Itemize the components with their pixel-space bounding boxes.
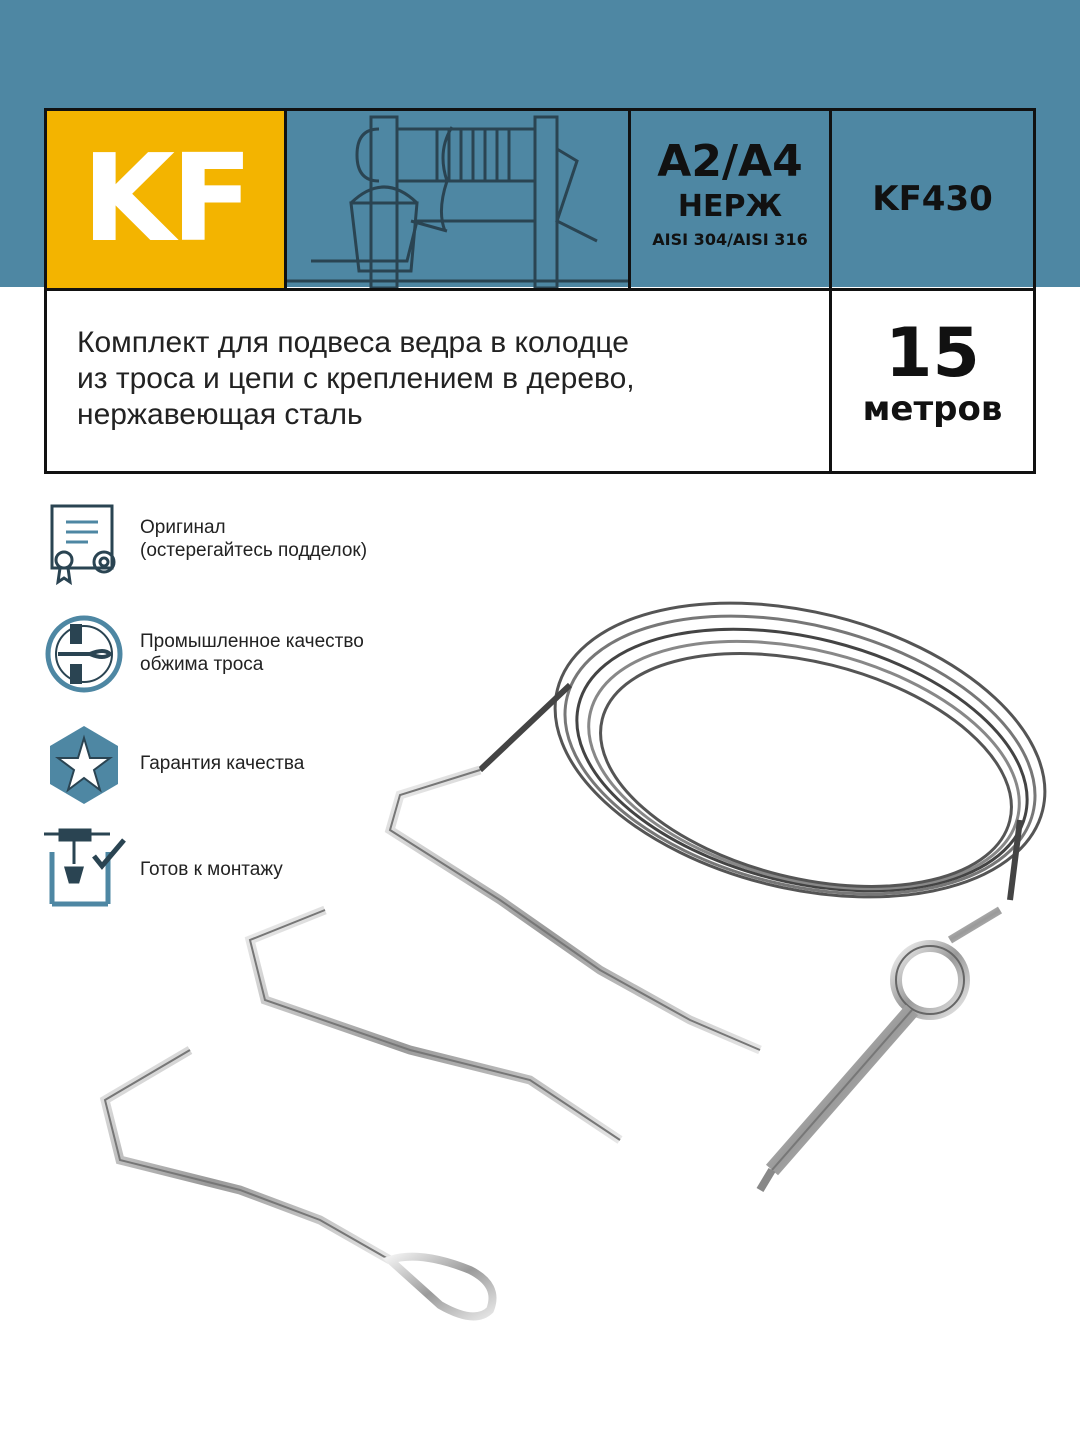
description-line-3: нержавеющая сталь bbox=[77, 398, 363, 431]
well-illustration bbox=[287, 111, 631, 288]
description-line-2: из троса и цепи с креплением в дерево, bbox=[77, 362, 635, 395]
steel-grade bbox=[631, 111, 832, 288]
cable-coil bbox=[524, 580, 1076, 944]
product-code bbox=[832, 111, 1033, 288]
grade-main: A2/A4 bbox=[657, 136, 803, 187]
product-image bbox=[80, 580, 1080, 1340]
feature-crimp-subtitle: обжима троса bbox=[140, 654, 264, 675]
well-bucket-icon bbox=[287, 111, 631, 288]
sku-text: KF430 bbox=[872, 179, 993, 219]
feature-mounting-title: Готов к монтажу bbox=[140, 859, 283, 880]
info-grid bbox=[44, 108, 1036, 474]
grade-material: НЕРЖ bbox=[677, 189, 783, 224]
feature-guarantee-title: Гарантия качества bbox=[140, 753, 305, 774]
chain-lower bbox=[105, 1050, 390, 1260]
description-line-1: Комплект для подвеса ведра в колодце bbox=[77, 326, 629, 359]
feature-crimp-title: Промышленное качество bbox=[140, 631, 364, 652]
certificate-icon bbox=[44, 504, 130, 590]
grade-aisi: AISI 304/AISI 316 bbox=[652, 230, 808, 249]
eye-screw bbox=[760, 910, 1000, 1190]
length-box bbox=[832, 291, 1033, 471]
logo-text: KF bbox=[82, 130, 249, 269]
feature-original-title: Оригинал bbox=[140, 517, 226, 538]
feature-original-subtitle: (остерегайтесь подделок) bbox=[140, 540, 368, 561]
product-description bbox=[47, 291, 832, 471]
brand-logo bbox=[47, 111, 287, 288]
length-unit: метров bbox=[862, 389, 1003, 429]
chain-upper bbox=[390, 770, 760, 1050]
length-value: 15 bbox=[885, 314, 980, 393]
snap-hook bbox=[390, 1257, 493, 1317]
